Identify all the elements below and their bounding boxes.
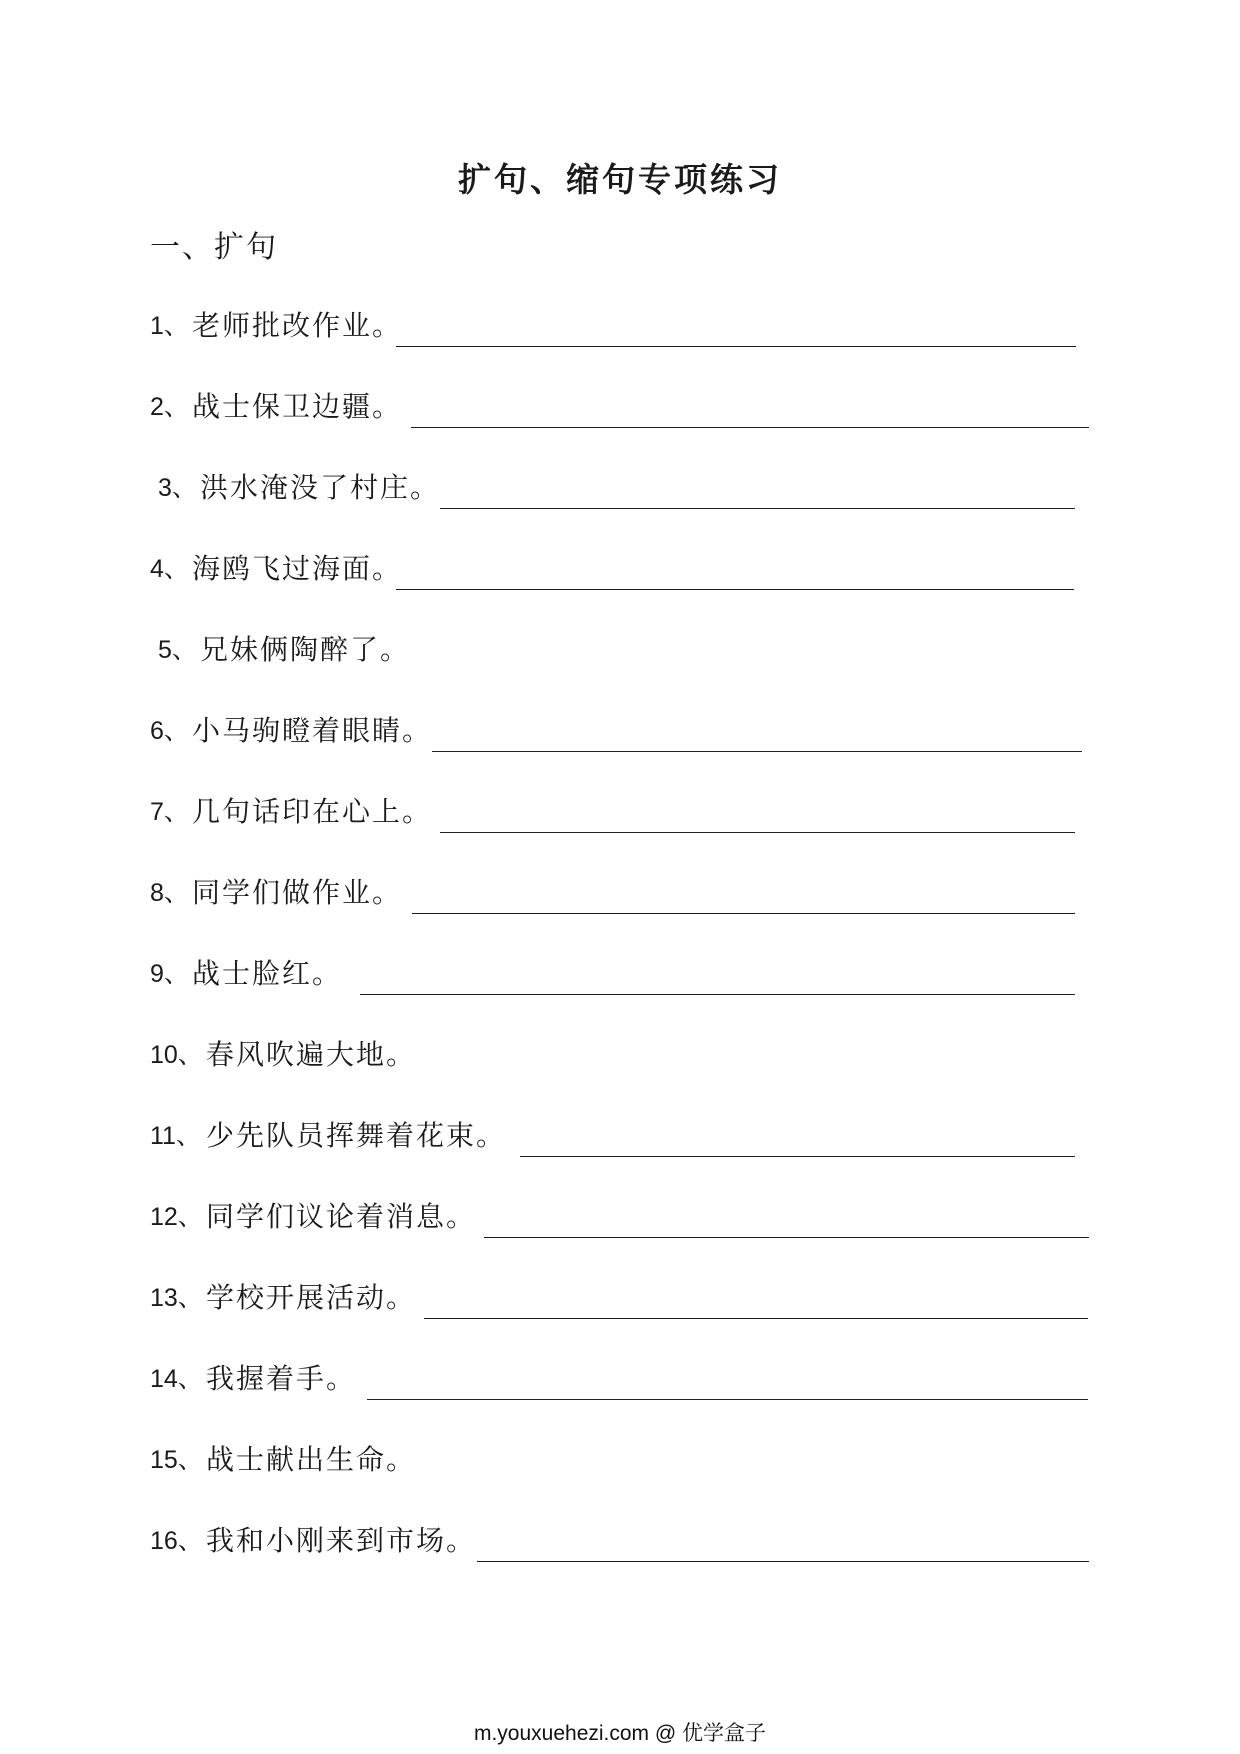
item-sentence: 海鸥飞过海面。 <box>192 552 403 585</box>
exercise-item-7 <box>0 786 1240 836</box>
item-sentence: 洪水淹没了村庄。 <box>200 471 441 504</box>
item-sentence: 老师批改作业。 <box>192 309 403 342</box>
exercise-item-6 <box>0 705 1240 755</box>
item-number: 10、 <box>150 1041 203 1069</box>
item-number: 12、 <box>150 1203 203 1231</box>
item-number: 3、 <box>158 474 197 502</box>
item-sentence: 我握着手。 <box>206 1362 357 1395</box>
exercise-item-11 <box>0 1110 1240 1160</box>
exercise-item-8 <box>0 867 1240 917</box>
exercise-item-5 <box>0 624 1240 674</box>
item-sentence: 战士脸红。 <box>192 957 343 990</box>
item-number: 9、 <box>150 960 189 988</box>
exercise-item-9 <box>0 948 1240 998</box>
page-title: 扩句、缩句专项练习 <box>458 160 782 199</box>
item-sentence: 少先队员挥舞着花束。 <box>206 1119 507 1152</box>
answer-line[interactable] <box>396 346 1076 347</box>
answer-line[interactable] <box>440 508 1075 509</box>
item-sentence: 兄妹俩陶醉了。 <box>200 633 411 666</box>
item-number: 16、 <box>150 1527 203 1555</box>
item-sentence: 小马驹瞪着眼睛。 <box>192 714 433 747</box>
item-number: 7、 <box>150 798 189 826</box>
item-number: 14、 <box>150 1365 203 1393</box>
item-sentence: 春风吹遍大地。 <box>206 1038 417 1071</box>
item-number: 4、 <box>150 555 189 583</box>
exercise-item-12 <box>0 1191 1240 1241</box>
exercise-item-14 <box>0 1353 1240 1403</box>
item-number: 2、 <box>150 393 189 421</box>
section-heading: 一、扩句 <box>150 230 278 265</box>
exercise-item-4 <box>0 543 1240 593</box>
footer-watermark: m.youxuehezi.com @ 优学盒子 <box>473 1722 767 1745</box>
item-sentence: 学校开展活动。 <box>206 1281 417 1314</box>
answer-line[interactable] <box>484 1237 1089 1238</box>
item-sentence: 我和小刚来到市场。 <box>206 1524 477 1557</box>
exercise-item-13 <box>0 1272 1240 1322</box>
item-number: 13、 <box>150 1284 203 1312</box>
answer-line[interactable] <box>520 1156 1075 1157</box>
answer-line[interactable] <box>367 1399 1088 1400</box>
answer-line[interactable] <box>440 832 1075 833</box>
exercise-item-2 <box>0 381 1240 431</box>
item-sentence: 几句话印在心上。 <box>192 795 433 828</box>
answer-line[interactable] <box>360 994 1075 995</box>
item-number: 8、 <box>150 879 189 907</box>
item-sentence: 战士保卫边疆。 <box>192 390 403 423</box>
answer-line[interactable] <box>396 589 1074 590</box>
answer-line[interactable] <box>424 1318 1088 1319</box>
item-number: 5、 <box>158 636 197 664</box>
item-number: 1、 <box>150 312 189 340</box>
item-number: 15、 <box>150 1446 203 1474</box>
item-sentence: 同学们议论着消息。 <box>206 1200 477 1233</box>
exercise-item-15 <box>0 1434 1240 1484</box>
item-number: 6、 <box>150 717 189 745</box>
answer-line[interactable] <box>411 427 1089 428</box>
exercise-item-16 <box>0 1515 1240 1565</box>
exercise-item-1 <box>0 300 1240 350</box>
item-number: 11、 <box>150 1122 201 1150</box>
item-sentence: 战士献出生命。 <box>206 1443 417 1476</box>
exercise-item-10 <box>0 1029 1240 1079</box>
answer-line[interactable] <box>412 913 1075 914</box>
answer-line[interactable] <box>477 1561 1089 1562</box>
exercise-item-3 <box>0 462 1240 512</box>
item-sentence: 同学们做作业。 <box>192 876 403 909</box>
answer-line[interactable] <box>432 751 1082 752</box>
